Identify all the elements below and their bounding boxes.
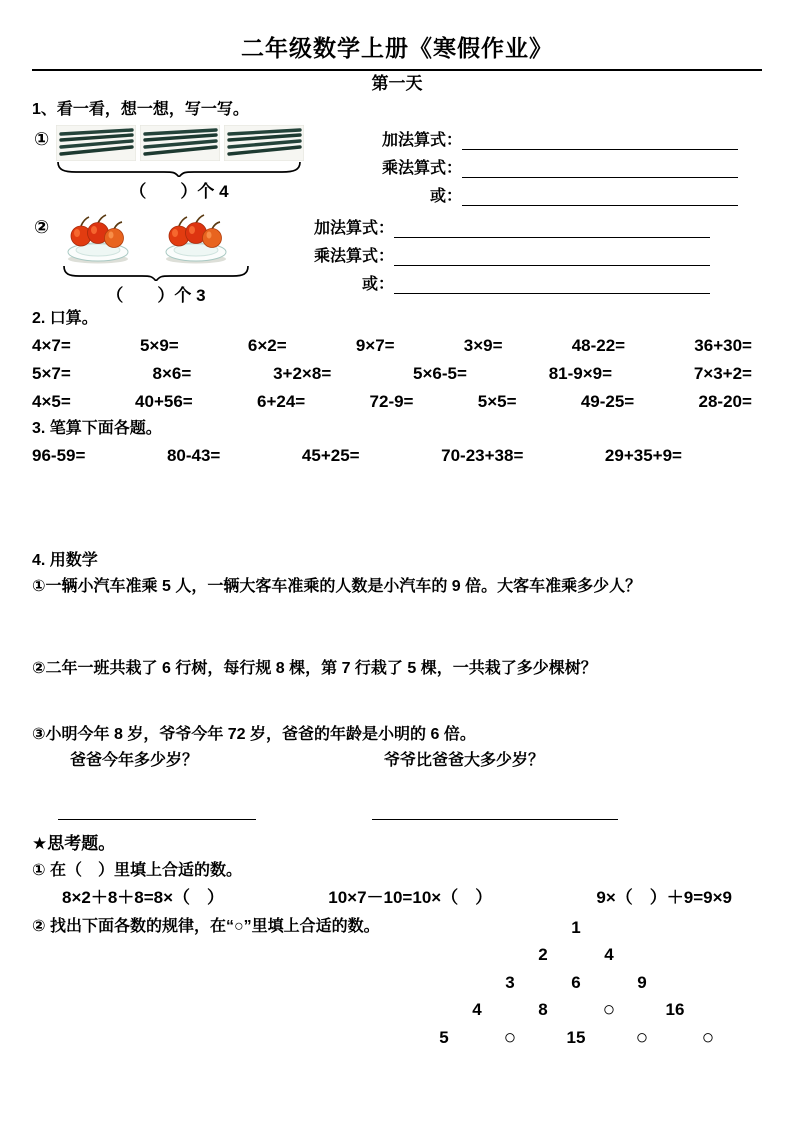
thinking-q1: ① 在（ ）里填上合适的数。 — [32, 862, 242, 879]
item2-blanks — [306, 213, 762, 299]
math-problem: 40+56= — [135, 392, 193, 411]
math-problem: 5×5= — [477, 392, 517, 411]
equation: 10×7－10=10×（ ） — [328, 888, 493, 907]
math-problem: 5×9= — [139, 336, 179, 355]
pyramid-cell: 4 — [472, 1000, 482, 1020]
oral-calc-row-2 — [32, 360, 762, 388]
math-problem: 70-23+38= — [441, 446, 524, 465]
pyramid-cell: 2 — [538, 945, 548, 965]
working-space — [32, 470, 762, 548]
pyramid-cell: 1 — [571, 917, 581, 937]
pyramid-cell: 3 — [505, 972, 515, 992]
math-problem: 9×7= — [355, 336, 395, 355]
word-problem-1: ①一辆小汽车准乘 5 人，一辆大客车准乘的人数是小汽车的 9 倍。大客车准乘多少人？ — [32, 578, 642, 595]
pyramid-cell: 15 — [566, 1027, 586, 1047]
math-problem: 6×2= — [247, 336, 287, 355]
sub-question-a: 爸爸今年多少岁？ — [70, 752, 199, 769]
multiplication-label: 乘法算式： — [381, 160, 462, 177]
multiplication-blank-row — [362, 155, 762, 178]
pencils-image — [140, 125, 220, 161]
addition-label: 加法算式： — [313, 220, 394, 237]
math-problem: 96-59= — [32, 446, 86, 465]
pyramid-cell: ○ — [701, 1025, 715, 1049]
sub-question-b: 爷爷比爸爸大多少岁？ — [384, 752, 545, 769]
section2-heading: 2. 口算。 — [32, 310, 98, 327]
math-problem: 48-22= — [571, 336, 626, 355]
math-problem: 81-9×9= — [548, 364, 613, 383]
answer-line — [372, 804, 618, 820]
math-problem: 8×6= — [152, 364, 192, 383]
multiplication-label: 乘法算式： — [313, 248, 394, 265]
pyramid-cell: ○ — [503, 1025, 517, 1049]
pyramid-row-3 — [378, 969, 774, 997]
apple-plate-image — [162, 213, 230, 265]
equation: 8×2＋8＋8=8×（ ） — [62, 888, 225, 907]
math-problem: 3+2×8= — [273, 364, 332, 383]
written-calc-row — [32, 442, 762, 470]
addition-blank-row — [306, 215, 762, 238]
math-problem: 49-25= — [580, 392, 635, 411]
answer-blank — [462, 129, 738, 150]
word-problem-2: ②二年一班共栽了 6 行树，每行规 8 棵，第 7 行栽了 5 棵，一共栽了多少棵树？ — [32, 660, 597, 677]
thinking-q2: ② 找出下面各数的规律，在“○”里填上合适的数。 — [32, 918, 380, 935]
or-blank-row — [306, 271, 762, 294]
answer-blank — [394, 273, 710, 294]
math-problem: 36+30= — [694, 336, 752, 355]
answer-blank — [462, 185, 738, 206]
item1-blanks — [362, 125, 762, 211]
or-label: 或： — [361, 276, 394, 293]
oral-calc-row-3 — [32, 388, 762, 416]
math-problem: 28-20= — [698, 392, 752, 411]
number-pyramid — [378, 914, 774, 1052]
pencil-images-row — [56, 125, 362, 161]
fill-blank-equations — [32, 884, 762, 912]
pyramid-cell: 8 — [538, 1000, 548, 1020]
math-problem: 5×7= — [32, 364, 71, 383]
addition-label: 加法算式： — [381, 132, 462, 149]
page-title: 二年级数学上册《寒假作业》 — [32, 30, 762, 71]
exercise-item-1 — [32, 125, 762, 211]
math-problem: 6+24= — [257, 392, 306, 411]
math-problem: 4×5= — [32, 392, 71, 411]
math-problem: 29+35+9= — [604, 446, 682, 465]
thinking-heading: ★思考题。 — [32, 834, 116, 853]
math-problem: 4×7= — [32, 336, 71, 355]
math-problem: 45+25= — [301, 446, 360, 465]
pyramid-row-1 — [378, 914, 774, 942]
sub-questions-row — [32, 748, 762, 774]
section4-heading: 4. 用数学 — [32, 552, 98, 569]
pencils-image — [56, 125, 136, 161]
math-problem: 80-43= — [166, 446, 221, 465]
item2-marker: ② — [34, 217, 50, 237]
pyramid-cell: 16 — [665, 1000, 685, 1020]
section1-heading: 1、看一看，想一想，写一写。 — [32, 101, 249, 118]
oral-calc-row-1 — [32, 332, 762, 360]
pyramid-cell: ○ — [635, 1025, 649, 1049]
section3-heading: 3. 笔算下面各题。 — [32, 420, 162, 437]
pencils-image — [224, 125, 304, 161]
item1-marker: ① — [34, 129, 50, 149]
or-blank-row — [362, 183, 762, 206]
underbrace-icon — [62, 265, 250, 281]
math-problem: 5×6-5= — [413, 364, 467, 383]
apple-images-row — [64, 213, 306, 265]
underbrace-icon — [56, 161, 302, 177]
math-problem: 72-9= — [369, 392, 414, 411]
math-problem: 3×9= — [463, 336, 503, 355]
pyramid-cell: 4 — [604, 945, 614, 965]
answer-blank — [462, 157, 738, 178]
pyramid-row-4 — [378, 997, 774, 1025]
answer-line — [58, 804, 256, 820]
answer-blank — [394, 217, 710, 238]
apple-plate-image — [64, 213, 132, 265]
pyramid-row-5 — [378, 1024, 774, 1052]
pyramid-cell: 5 — [439, 1027, 449, 1047]
answer-blank — [394, 245, 710, 266]
item1-caption: （ ）个 4 — [129, 182, 229, 201]
item1-pictures — [32, 125, 362, 202]
pyramid-row-2 — [378, 942, 774, 970]
pyramid-cell: ○ — [602, 998, 616, 1022]
addition-blank-row — [362, 127, 762, 150]
math-problem: 7×3+2= — [693, 364, 752, 383]
pyramid-cell: 9 — [637, 972, 647, 992]
item2-caption: （ ）个 3 — [106, 286, 206, 305]
day-heading: 第一天 — [371, 74, 423, 93]
answer-space — [32, 682, 762, 722]
exercise-item-2 — [32, 213, 762, 306]
pyramid-cell: 6 — [571, 972, 581, 992]
equation: 9×（ ）＋9=9×9 — [596, 888, 732, 907]
thinking-q2-block — [32, 914, 762, 1052]
multiplication-blank-row — [306, 243, 762, 266]
word-problem-3: ③小明今年 8 岁，爷爷今年 72 岁，爸爸的年龄是小明的 6 倍。 — [32, 726, 476, 743]
item2-pictures — [32, 213, 306, 306]
answer-lines-row — [32, 804, 762, 820]
or-label: 或： — [429, 188, 462, 205]
answer-space — [32, 600, 762, 656]
